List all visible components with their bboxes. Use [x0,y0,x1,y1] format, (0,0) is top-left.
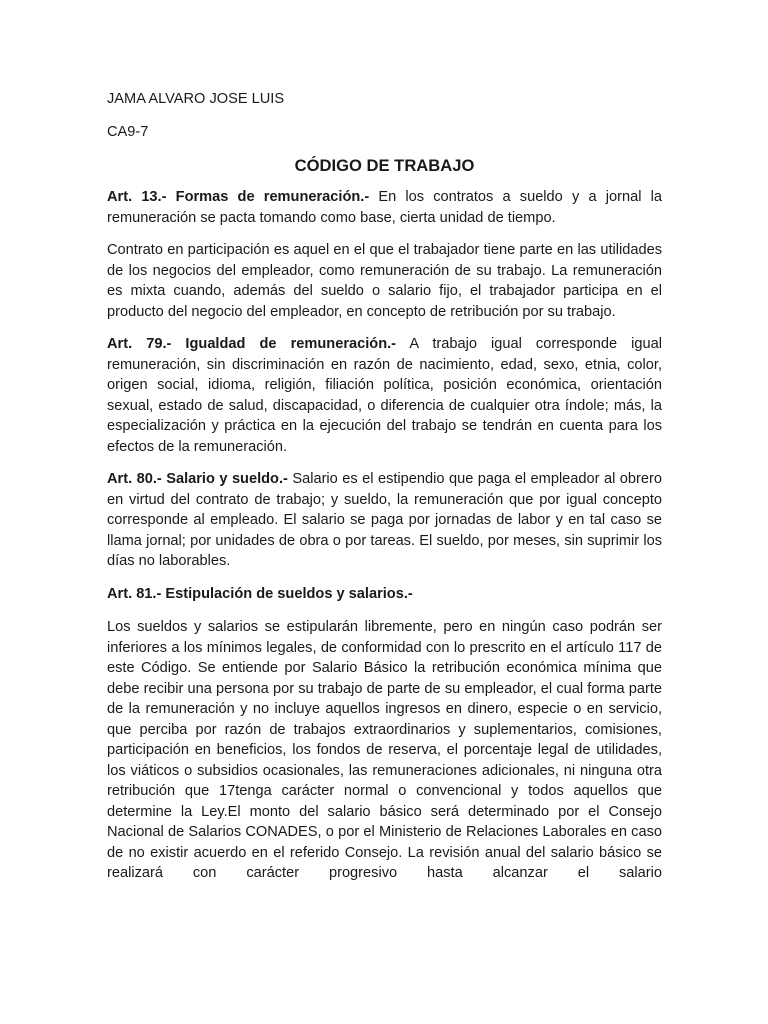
author-name: JAMA ALVARO JOSE LUIS [107,91,285,107]
article-79-paragraph [107,334,662,457]
article-81-body-paragraph [107,617,662,884]
document-title: CÓDIGO DE TRABAJO [294,156,475,175]
document-page [107,89,662,884]
course-code: CA9-7 [107,123,149,140]
article-13-heading: Art. 13.- Formas de remuneración.- [107,189,370,205]
article-79-text: A trabajo igual corresponde igual remuneración, sin discriminación en razón de nacimiento, edad, sexo, etnia, color, origen social, idioma, religión, filiación política, posición económica, orientación sexual, estado de salud, discapacidad, o diferencia de cualquier otra índole; más, la especialización y práctica en la ejecución del trabajo se tendrán en cuenta para los efectos de la remuneración. [107,336,662,455]
article-80-paragraph [107,469,662,572]
participation-contract-text: Contrato en participación es aquel en el que el trabajador tiene parte en las utilidades de los negocios del empleador, como remuneración de su trabajo. La remuneración es mixta cuando, además del sueldo o salario fijo, el trabajador participa en el producto del negocio del empleador, en concepto de retribución por su trabajo. [107,242,662,320]
article-80-text: Salario es el estipendio que paga el empleador al obrero en virtud del contrato de trabajo; y sueldo, la remuneración que por igual concepto corresponde al empleado. El salario se paga por jornadas de labor y en tal caso se llama jornal; por unidades de obra o por tareas. El sueldo, por meses, sin suprimir los días no laborables. [107,471,662,569]
article-13-paragraph [107,187,662,228]
article-13-text: En los contratos a sueldo y a jornal la remuneración se pacta tomando como base, cierta unidad de tiempo. [107,189,662,226]
article-81-heading-paragraph [107,584,662,605]
article-81-text: Los sueldos y salarios se estipularán libremente, pero en ningún caso podrán ser inferiores a los mínimos legales, de conformidad con lo prescrito en el artículo 117 de este Código. Se entiende por Salario Básico la retribución económica mínima que debe recibir una persona por su trabajo de parte de su empleador, el cual forma parte de la remuneración y no incluye aquellos ingresos en dinero, especie o en servicio, que perciba por razón de trabajos extraordinarios y suplementarios, comisiones, participación en beneficios, los fondos de reserva, el porcentaje legal de utilidades, los viáticos o subsidios ocasionales, las remuneraciones adicionales, ni ninguna otra retribución que 17tenga carácter normal o convencional y todos aquellos que determine la Ley.El monto del salario básico será determinado por el Consejo Nacional de Salarios CONADES, o por el Ministerio de Relaciones Laborales en caso de no existir acuerdo en el referido Consejo. La revisión anual del salario básico se realizará con carácter progresivo hasta alcanzar el salario [107,619,662,881]
participation-contract-paragraph [107,240,662,322]
article-80-heading: Art. 80.- Salario y sueldo.- [107,471,288,487]
article-79-heading: Art. 79.- Igualdad de remuneración.- [107,336,397,352]
article-81-heading: Art. 81.- Estipulación de sueldos y salarios.- [107,585,413,602]
